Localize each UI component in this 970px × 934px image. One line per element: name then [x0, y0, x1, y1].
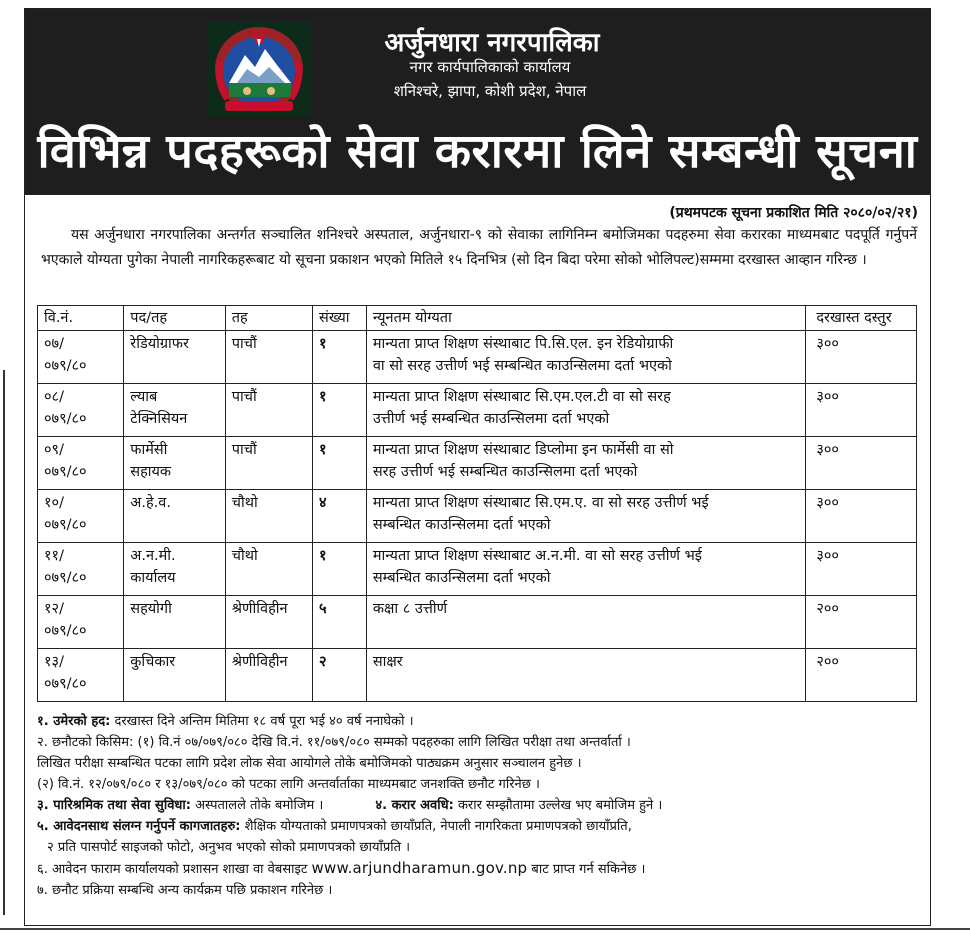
serial-cell: १२/ ०७९/८०: [38, 596, 124, 649]
note-documents-2: २ प्रति पासपोर्ट साइजको फोटो, अनुभव भएको सोको प्रमाणपत्रको छायाँप्रति ।: [47, 840, 411, 855]
serial-cell: ०९/ ०७९/८०: [38, 437, 124, 490]
level-cell: चौथो: [225, 490, 312, 543]
qualification-cell: कक्षा ८ उत्तीर्ण: [366, 596, 806, 649]
table-row: [38, 437, 917, 490]
qualification-cell: मान्यता प्राप्त शिक्षण संस्थाबाट अ.न.मी. वा सो सरह उत्तीर्ण भई सम्बन्धित काउन्सिलमा दर्ता भएको: [366, 543, 806, 596]
note-contract-label: ४. करार अवधि:: [375, 798, 454, 813]
qualification-cell: मान्यता प्राप्त शिक्षण संस्थाबाट पि.सि.एल. इन रेडियोग्राफी वा सो सरह उत्तीर्ण भई सम्बन्धित काउन्सिलमा दर्ता भएको: [366, 331, 806, 384]
count-cell: १: [313, 543, 367, 596]
level-cell: पाचौं: [225, 384, 312, 437]
note-documents-label: ५. आवेदनसाथ संलग्न गर्नुपर्ने कागजातहरु:: [37, 819, 241, 834]
serial-cell: ०८/ ०७९/८०: [38, 384, 124, 437]
posts-table: [37, 305, 917, 702]
margin-rule: [3, 370, 5, 915]
notice-headline: विभिन्न पदहरूको सेवा करारमा लिने सम्बन्धी सूचना: [37, 124, 918, 179]
level-cell: पाचौं: [225, 437, 312, 490]
website-link[interactable]: www.arjundharamun.gov.np: [311, 859, 528, 877]
header-post: पद/तह: [124, 306, 226, 331]
notice-header: [25, 9, 930, 195]
note-remuneration-contract: [37, 795, 922, 816]
intro-paragraph: यस अर्जुनधारा नगरपालिका अन्तर्गत सञ्चालित शनिश्चरे अस्पताल, अर्जुनधारा-९ को सेवाका लागिनिम्न बमोजिमका पदहरुमा सेवा करारका माध्यमबाट पदपूर्ति गर्नुपर्ने भएकाले योग्यता पुगेका नेपाली नागरिकहरूबाट यो सूचना प्रकाशन भएको मितिले १५ दिनभित्र (सो दिन बिदा परेमा सोको भोलिपल्ट)सम्ममा दरखास्त आव्हान गरिन्छ ।: [41, 227, 917, 268]
table-row: [38, 596, 917, 649]
note-other-programs: ७. छनौट प्रक्रिया सम्बन्धि अन्य कार्यक्रम पछि प्रकाशन गरिनेछ ।: [37, 883, 333, 898]
post-cell: अ.न.मी. कार्यालय: [124, 543, 226, 596]
table-row: [38, 649, 917, 702]
count-cell: ५: [313, 596, 367, 649]
note-form-text-end: बाट प्राप्त गर्न सकिनेछ ।: [527, 862, 646, 877]
table-row: [38, 490, 917, 543]
level-cell: चौथो: [225, 543, 312, 596]
fee-cell: ३००: [806, 384, 917, 437]
note-remuneration-text: अस्पतालले तोके बमोजिम ।: [190, 798, 324, 813]
municipality-name: अर्जुनधारा नगरपालिका: [384, 28, 600, 58]
serial-cell: १३/ ०७९/८०: [38, 649, 124, 702]
table-row: [38, 384, 917, 437]
qualification-cell: मान्यता प्राप्त शिक्षण संस्थाबाट सि.एम.ए. वा सो सरह उत्तीर्ण भई सम्बन्धित काउन्सिलमा दर्ता भएको: [366, 490, 806, 543]
count-cell: १: [313, 384, 367, 437]
qualification-cell: साक्षर: [366, 649, 806, 702]
note-age-label: १. उमेरको हद:: [37, 714, 111, 729]
qualification-cell: मान्यता प्राप्त शिक्षण संस्थाबाट सि.एम.एल.टी वा सो सरह उत्तीर्ण भई सम्बन्धित काउन्सिलमा दर्ता भएको: [366, 384, 806, 437]
count-cell: १: [313, 331, 367, 384]
table-row: [38, 543, 917, 596]
note-contract-text: करार सम्झौतामा उल्लेख भए बमोजिम हुने ।: [453, 798, 663, 813]
note-age-text: दरखास्त दिने अन्तिम मितिमा १८ वर्ष पूरा भई ४० वर्ष ननाघेको ।: [110, 714, 414, 729]
serial-cell: १०/ ०७९/८०: [38, 490, 124, 543]
header-fee: दरखास्त दस्तुर: [806, 306, 917, 331]
note-documents: [37, 816, 922, 837]
fee-cell: ३००: [806, 331, 917, 384]
nepal-emblem-icon: [207, 21, 311, 117]
note-selection-2: लिखित परीक्षा सम्बन्धित पटका लागि प्रदेश लोक सेवा आयोगले तोके बमोजिमको पाठ्यक्रम अनुसार सञ्चालन हुनेछ ।: [37, 756, 582, 771]
level-cell: श्रेणीविहीन: [225, 649, 312, 702]
publication-date: (प्रथमपटक सूचना प्रकाशित मिति २०८०/०२/२१): [669, 205, 918, 221]
fee-cell: ३००: [806, 437, 917, 490]
note-documents-text: शैक्षिक योग्यताको प्रमाणपत्रको छायाँप्रति, नेपाली नागरिकता प्रमाणपत्रको छायाँप्रति,: [240, 819, 632, 834]
header-serial: वि.नं.: [38, 306, 124, 331]
post-cell: कुचिकार: [124, 649, 226, 702]
fee-cell: २००: [806, 649, 917, 702]
post-cell: ल्याब टेक्निसियन: [124, 384, 226, 437]
note-age: [37, 711, 922, 732]
header-level: तह: [225, 306, 312, 331]
office-name: नगर कार्यपालिकाको कार्यालय: [409, 58, 571, 76]
qualification-cell: मान्यता प्राप्त शिक्षण संस्थाबाट डिप्लोमा इन फार्मेसी वा सो सरह उत्तीर्ण भई सम्बन्धित काउन्सिलमा दर्ता भएको: [366, 437, 806, 490]
level-cell: श्रेणीविहीन: [225, 596, 312, 649]
count-cell: १: [313, 437, 367, 490]
level-cell: पाचौं: [225, 331, 312, 384]
bottom-rule: [0, 928, 970, 930]
fee-cell: ३००: [806, 543, 917, 596]
post-cell: फार्मेसी सहायक: [124, 437, 226, 490]
note-selection-1: २. छनौटको किसिम: (१) वि.नं ०७/०७९/०८० देखि वि.नं. ११/०७९/०८० सम्मको पदहरुका लागि लिखित परीक्षा तथा अन्तर्वार्ता ।: [37, 735, 631, 750]
note-remuneration-label: ३. पारिश्रमिक तथा सेवा सुविधा:: [37, 798, 191, 813]
table-header-row: [38, 306, 917, 331]
fee-cell: ३००: [806, 490, 917, 543]
notice-page: [24, 8, 931, 926]
serial-cell: ०७/ ०७९/८०: [38, 331, 124, 384]
count-cell: ४: [313, 490, 367, 543]
note-selection-3: (२) वि.नं. १२/०७९/०८० र १३/०७९/०८० को पटका लागि अन्तर्वार्ताका माध्यमबाट जनशक्ति छनौट गरिनेछ ।: [37, 777, 540, 792]
table-row: [38, 331, 917, 384]
note-application-form: [37, 858, 922, 880]
post-cell: रेडियोग्राफर: [124, 331, 226, 384]
posts-table-body: [38, 331, 917, 702]
notes-section: [37, 711, 922, 901]
fee-cell: २००: [806, 596, 917, 649]
header-count: संख्या: [313, 306, 367, 331]
serial-cell: ११/ ०७९/८०: [38, 543, 124, 596]
office-address: शनिश्चरे, झापा, कोशी प्रदेश, नेपाल: [393, 82, 587, 100]
count-cell: २: [313, 649, 367, 702]
header-qualification: न्यूनतम योग्यता: [366, 306, 806, 331]
post-cell: सहयोगी: [124, 596, 226, 649]
post-cell: अ.हे.व.: [124, 490, 226, 543]
note-form-text: ६. आवेदन फाराम कार्यालयको प्रशासन शाखा वा वेबसाइट: [37, 862, 312, 877]
